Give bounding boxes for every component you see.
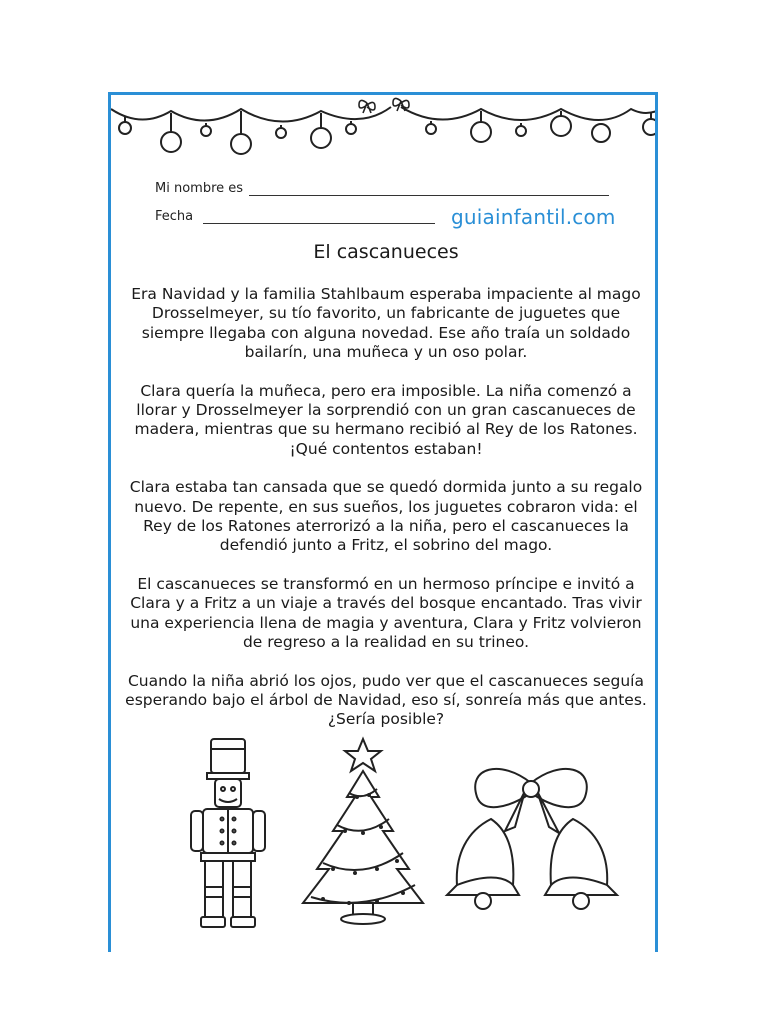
illustrations (111, 735, 658, 952)
name-row (155, 181, 609, 196)
date-line[interactable] (203, 211, 435, 224)
story-paragraph-3: Clara estaba tan cansada que se quedó dormida junto a su regalo nuevo. De repente, en sus sueños, los juguetes cobraron vida: el Rey de los Ratones aterrorizó a la niña, pero el cascanueces la defendió junto a Fritz, el sobrino del mago. (129, 478, 643, 555)
nutcracker-icon (191, 739, 265, 927)
story-paragraph-1: Era Navidad y la familia Stahlbaum esperaba impaciente al mago Drosselmeyer, su tío favorito, un fabricante de juguetes que siempre llegaba con alguna novedad. Ese año traía un soldado bailarín, una muñeca y un oso polar. (131, 285, 641, 362)
story-paragraph-4: El cascanueces se transformó en un hermoso príncipe e invitó a Clara y a Fritz a un viaje a través del bosque encantado. Tras vivir una experiencia llena de magia y aventura, Clara y Fritz volvieron de regreso a la realidad en su trineo. (130, 574, 642, 652)
page-title: El cascanueces (313, 241, 459, 263)
bells-icon (447, 769, 617, 909)
date-row (155, 209, 435, 224)
name-line[interactable] (249, 183, 609, 196)
story-paragraph-5: Cuando la niña abrió los ojos, pudo ver que el cascanueces seguía esperando bajo el árbol de Navidad, eso sí, sonreía más que antes. ¿Sería posible? (125, 671, 647, 729)
brand-logo: guiainfantil.com (451, 205, 616, 229)
christmas-tree-icon (303, 739, 423, 924)
worksheet (108, 92, 658, 952)
date-label: Fecha (155, 209, 194, 224)
garland-icon (111, 95, 658, 165)
story-paragraph-2: Clara quería la muñeca, pero era imposible. La niña comenzó a llorar y Drosselmeyer la sorprendió con un gran cascanueces de madera, mientras que su hermano recibió al Rey de los Ratones. ¡Qué contentos estaban! (134, 381, 638, 458)
name-label: Mi nombre es (155, 181, 244, 196)
story-text (119, 285, 653, 730)
